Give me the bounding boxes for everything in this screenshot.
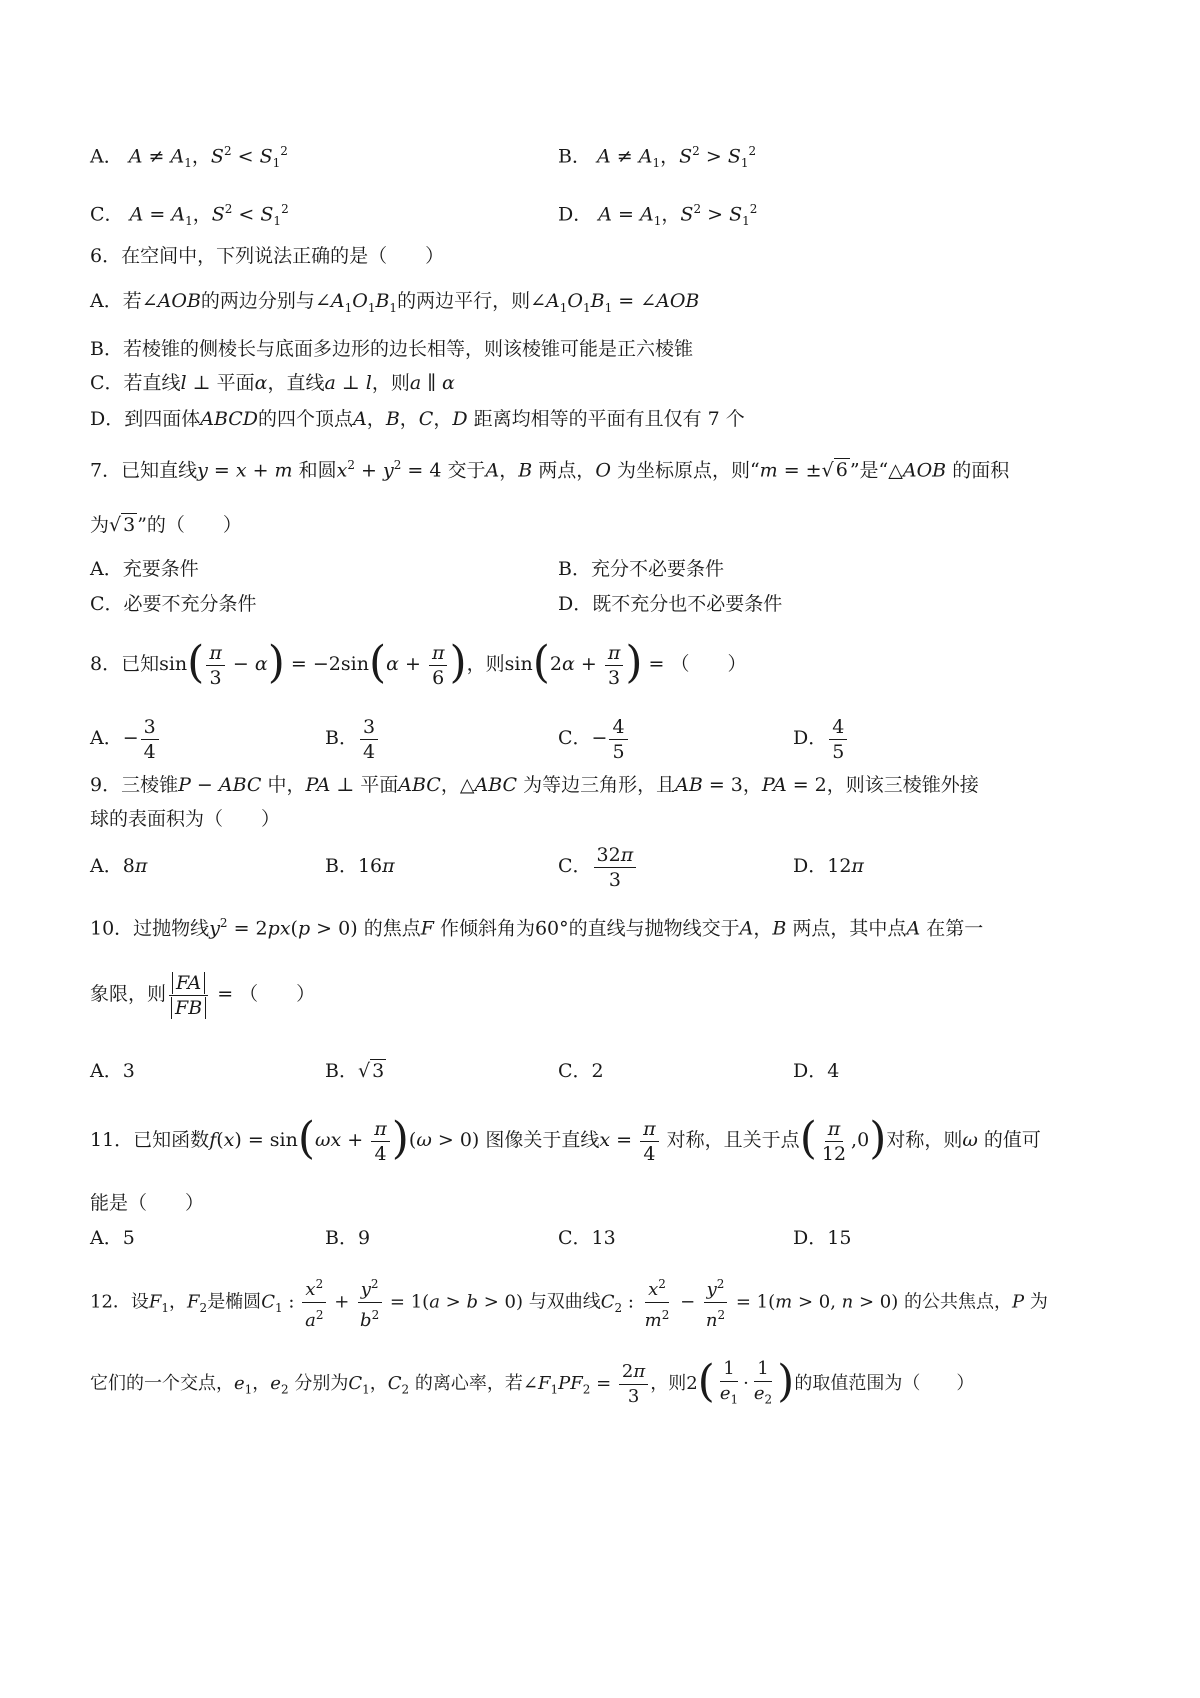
q9-option-c: C． $\frac{32\pi}{3}$ bbox=[558, 838, 638, 894]
q6-option-c: C．若直线l ⊥ 平面α，直线a ⊥ l，则a ∥ α bbox=[90, 372, 455, 394]
q6-stem: 6．在空间中，下列说法正确的是（ ） bbox=[90, 245, 445, 267]
q11-stem-line2: 能是（ ） bbox=[90, 1192, 205, 1214]
q10-stem-line2: 象限，则 $\frac{FA}{FB}$ = （ ） bbox=[90, 971, 316, 1019]
q7-option-b: B．充分不必要条件 bbox=[558, 558, 724, 580]
q9-option-d: D．12π bbox=[793, 855, 864, 877]
q6-option-b: B．若棱锥的侧棱长与底面多边形的边长相等，则该棱锥可能是正六棱锥 bbox=[90, 338, 693, 360]
q9-stem-line1: 9．三棱锥P − ABC 中，PA ⊥ 平面ABC，△ABC 为等边三角形，且AB = 3，PA = 2，则该三棱锥外接 bbox=[90, 774, 979, 796]
q10-stem-line1: 10．过抛物线$y^2 = 2px(p > 0)$ 的焦点F 作倾斜角为60°的直线与抛物线交于A，B 两点，其中点A 在第一 bbox=[90, 916, 984, 940]
q5-option-a: A． $A \ne A_1$，$S^2 < S_1^2$ bbox=[90, 144, 288, 171]
q9-stem-line2: 球的表面积为（ ） bbox=[90, 808, 281, 830]
q8-option-d: D． $\frac{4}{5}$ bbox=[793, 710, 849, 766]
q10-option-a: A．3 bbox=[90, 1060, 135, 1082]
q10-option-c: C．2 bbox=[558, 1060, 604, 1082]
q10-option-b: B．√ 3 bbox=[325, 1060, 385, 1082]
q11-option-b: B．9 bbox=[325, 1227, 371, 1249]
q11-option-d: D．15 bbox=[793, 1227, 852, 1249]
q5-option-d: D． $A = A_1$，$S^2 > S_1^2$ bbox=[558, 202, 758, 229]
q7-option-d: D．既不充分也不必要条件 bbox=[558, 593, 783, 615]
q12-stem-line2: 它们的一个交点，$e_1$，$e_2$ 分别为$C_1$，$C_2$ 的离心率，若$\angle F_1PF_2$ = $\frac{2\pi}{3}$ ，则2( $\frac{1}{e_1}$ · $\frac{1}{e_2}$ )的取值范围为（ ） bbox=[90, 1356, 975, 1407]
q7-stem-line2: 为√ 3 ”的（ ） bbox=[90, 514, 242, 536]
q7-stem-line1: 7．已知直线y = x + m 和圆$x^2 + y^2 = 4$ 交于A，B 两点，O 为坐标原点，则“m = ±√ 6 ”是“△AOB 的面积 bbox=[90, 458, 1010, 482]
q9-option-a: A．8π bbox=[90, 855, 148, 877]
q11-option-c: C．13 bbox=[558, 1227, 616, 1249]
q7-option-c: C．必要不充分条件 bbox=[90, 593, 257, 615]
q8-stem: 8．已知sin( $\frac{\pi}{3}$ − α) = −2sin(α + $\frac{\pi}{6}$ )，则sin(2α + $\frac{\pi}{3}$ ) = （ ） bbox=[90, 637, 747, 689]
q11-stem-line1: 11．已知函数f(x) = sin(ωx + $\frac{\pi}{4}$ )(ω > 0) 图像关于直线x = $\frac{\pi}{4}$ 对称，且关于点( $\frac{\pi}{12}$ ,0)对称，则ω 的值可 bbox=[90, 1113, 1041, 1165]
q5-option-b: B． $A \ne A_1$，$S^2 > S_1^2$ bbox=[558, 144, 757, 171]
q7-option-a: A．充要条件 bbox=[90, 558, 199, 580]
q8-option-c: C．− $\frac{4}{5}$ bbox=[558, 710, 630, 766]
q6-option-a: A．若∠AOB的两边分别与$\angle A_1O_1B_1$的两边平行，则$\angle A_1O_1B_1$ = ∠AOB bbox=[90, 290, 700, 315]
q9-option-b: B．16π bbox=[325, 855, 395, 877]
q6-option-d: D．到四面体ABCD的四个顶点A，B，C，D 距离均相等的平面有且仅有 7 个 bbox=[90, 408, 745, 430]
q8-option-a: A．− $\frac{3}{4}$ bbox=[90, 710, 161, 766]
q11-option-a: A．5 bbox=[90, 1227, 135, 1249]
q5-option-c: C． $A = A_1$，$S^2 < S_1^2$ bbox=[90, 202, 289, 229]
q8-option-b: B． $\frac{3}{4}$ bbox=[325, 710, 380, 766]
q10-option-d: D．4 bbox=[793, 1060, 840, 1082]
q12-stem-line1: 12．设$F_1$，$F_2$是椭圆$C_1$ : $\frac{x^2}{a^2}$ + $\frac{y^2}{b^2}$ = 1(a > b > 0) 与双曲线$C_2$ : $\frac{x^2}{m^2}$ − $\frac{y^2}{n^2}$ = 1(m > 0, n > 0) 的公共焦点，P 为 bbox=[90, 1272, 1048, 1336]
